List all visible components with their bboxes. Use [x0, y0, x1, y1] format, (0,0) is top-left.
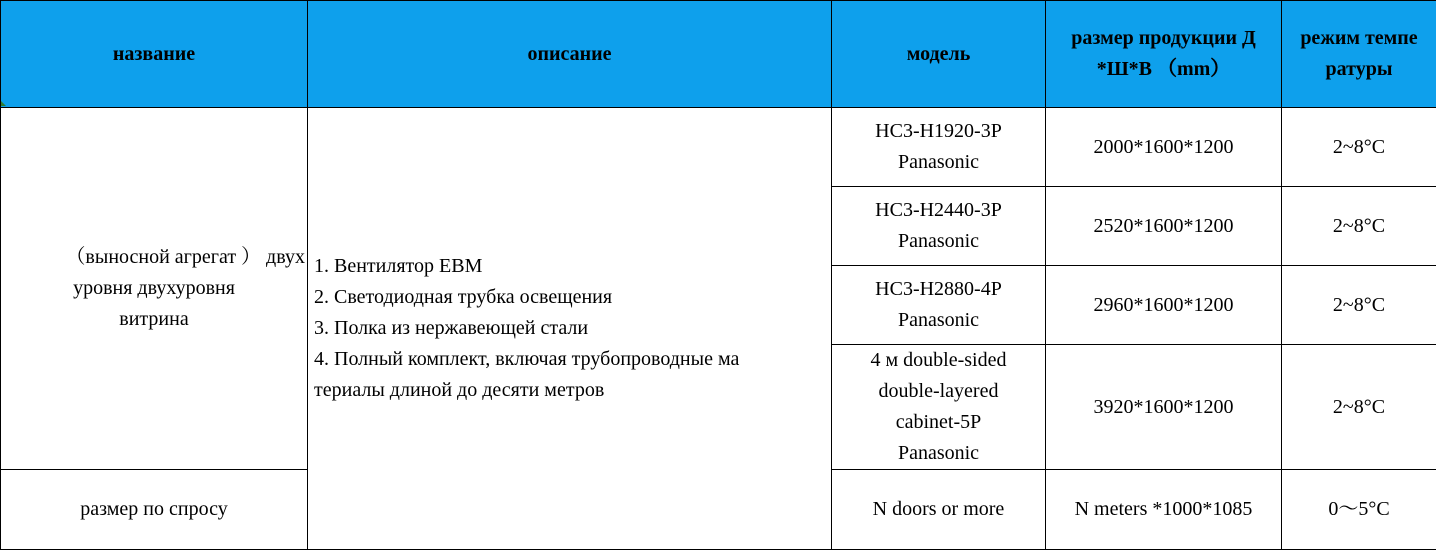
custom-name-cell: размер по спросу [1, 470, 308, 550]
temperature-cell: 2~8°C [1282, 187, 1436, 266]
size-cell: 2520*1600*1200 [1046, 187, 1282, 266]
product-description-cell [308, 108, 832, 550]
table-row [1, 108, 1436, 187]
model-line: Panasonic [832, 438, 1045, 469]
custom-temperature-cell: 0～5°C [1282, 470, 1436, 550]
model-line: Panasonic [832, 305, 1045, 336]
description-line: териалы длиной до десяти метров [314, 375, 829, 406]
temperature-cell: 2~8°C [1282, 345, 1436, 470]
header-temp-line1: режим темпе [1282, 23, 1436, 54]
model-line: Panasonic [832, 226, 1045, 257]
model-line: Panasonic [832, 147, 1045, 178]
model-cell [832, 345, 1046, 470]
model-line: cabinet-5P [832, 407, 1045, 438]
header-size [1046, 1, 1282, 108]
model-line: HC3-H1920-3P [832, 116, 1045, 147]
header-name: название [1, 1, 308, 108]
product-name-cell [1, 108, 308, 470]
model-line: HC3-H2440-3P [832, 195, 1045, 226]
model-line: double-layered [832, 376, 1045, 407]
description-line: 3. Полка из нержавеющей стали [314, 313, 829, 344]
header-row [1, 1, 1436, 108]
header-size-line2: *Ш*В （mm） [1046, 54, 1281, 85]
model-line: 4 м double-sided [832, 345, 1045, 376]
description-line: 2. Светодиодная трубка освещения [314, 282, 829, 313]
description-line: 1. Вентилятор EBM [314, 251, 829, 282]
size-cell: 3920*1600*1200 [1046, 345, 1282, 470]
cell-comment-marker [1, 101, 6, 106]
size-cell: 2000*1600*1200 [1046, 108, 1282, 187]
temperature-cell: 2~8°C [1282, 108, 1436, 187]
model-cell [832, 187, 1046, 266]
custom-model-cell: N doors or more [832, 470, 1046, 550]
product-name-line2: уровня двухуровня [1, 273, 307, 304]
header-description: описание [308, 1, 832, 108]
model-line: HC3-H2880-4P [832, 274, 1045, 305]
product-name-line3: витрина [1, 304, 307, 335]
model-cell [832, 108, 1046, 187]
header-model: модель [832, 1, 1046, 108]
size-cell: 2960*1600*1200 [1046, 266, 1282, 345]
temperature-cell: 2~8°C [1282, 266, 1436, 345]
custom-size-cell: N meters *1000*1085 [1046, 470, 1282, 550]
header-temperature [1282, 1, 1436, 108]
description-line: 4. Полный комплект, включая трубопроводные ма [314, 344, 829, 375]
header-size-line1: размер продукции Д [1046, 23, 1281, 54]
product-name-line1: （выносной агрегат ） двух [1, 242, 307, 273]
model-cell [832, 266, 1046, 345]
header-temp-line2: ратуры [1282, 54, 1436, 85]
